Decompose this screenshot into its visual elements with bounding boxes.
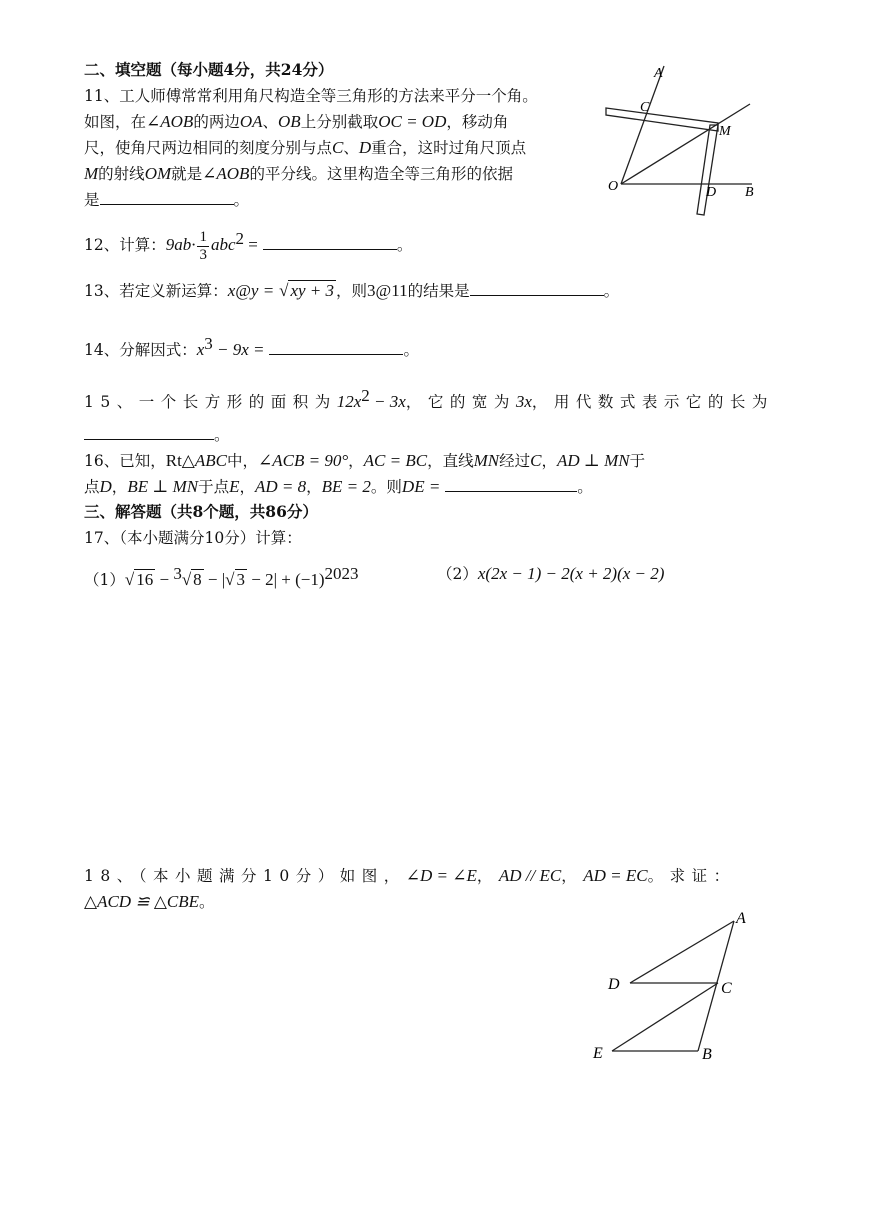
segment-ec (612, 983, 718, 1051)
q17-part2 (437, 561, 664, 587)
math: D (358, 138, 372, 157)
text: ，它的宽为 (405, 393, 516, 412)
label-o: O (608, 179, 619, 194)
text: 于点 (198, 478, 230, 496)
exponent: 3 (204, 334, 213, 353)
root-index: 3 (173, 564, 182, 583)
math: − (203, 570, 222, 590)
text: 、 (343, 139, 359, 157)
text: 14、分解因式： (84, 341, 197, 360)
text: ，直线 (427, 452, 474, 470)
label-b: B (745, 185, 754, 200)
math: 9ab· (165, 235, 196, 255)
math: ∠ACB = 90° (258, 451, 349, 470)
math: AD // EC (498, 866, 562, 885)
math: ∠D = ∠E (405, 866, 477, 885)
q16-line2 (84, 474, 593, 500)
ray-oa (621, 66, 664, 184)
q15-line1 (84, 383, 774, 415)
text: 。 (214, 426, 230, 444)
part-label: （2） (437, 565, 478, 583)
ray-om (621, 104, 750, 184)
text: ， (541, 452, 557, 470)
exponent: 2 (235, 229, 245, 248)
q11-line3 (84, 135, 526, 161)
math: x@y = (227, 281, 275, 300)
math: BE ⊥ MN (127, 477, 199, 496)
text: ， (561, 867, 584, 885)
text: 。 (233, 191, 250, 209)
text: 13、若定义新运算： (84, 282, 228, 300)
q11-line1: 11、工人师傅常常利用角尺构造全等三角形的方法来平分一个角。 (84, 87, 538, 105)
q11-line4 (84, 161, 513, 187)
math: C (530, 451, 542, 470)
text: 是 (84, 191, 100, 209)
math: + (−1) (277, 570, 325, 590)
math: AD = 8 (255, 477, 307, 496)
text: ， (111, 478, 128, 496)
answer-blank[interactable] (269, 339, 403, 355)
text: 。 (577, 478, 593, 496)
text: 。 (396, 236, 413, 255)
text: ， (348, 452, 364, 470)
text: 。求证： (647, 867, 736, 885)
text: 上分别截取 (300, 113, 379, 131)
sqrt-body: xy + 3 (290, 281, 335, 300)
text: 的平分线。这里构造全等三角形的依据 (249, 165, 513, 183)
q14 (84, 331, 419, 363)
math: MN (473, 451, 500, 470)
math: ∠AOB (146, 112, 194, 131)
answer-blank[interactable] (84, 424, 214, 440)
text: 的两边 (193, 113, 240, 131)
q12 (84, 222, 412, 264)
exponent: 2023 (324, 564, 359, 583)
q18-line2 (84, 889, 215, 915)
text: ，则 (336, 282, 368, 300)
math: − 2 (247, 570, 274, 590)
answer-blank[interactable] (263, 234, 397, 250)
label-a: A (654, 66, 663, 81)
answer-blank[interactable] (470, 280, 604, 296)
text: 点 (84, 478, 100, 496)
math: x(2x − 1) − 2(x + 2)(x − 2) (477, 564, 665, 583)
math: ∠AOB (202, 164, 250, 183)
math: − 9x = (212, 340, 265, 360)
math: abc (210, 235, 236, 255)
text: 、 (262, 113, 279, 131)
text: ， (306, 478, 322, 496)
math: M (84, 164, 99, 183)
math: 12x (336, 392, 362, 412)
math: AD ⊥ MN (556, 451, 630, 470)
sqrt-body: 16 (136, 570, 154, 590)
label-b: B (702, 1046, 712, 1063)
math: 3x (515, 392, 532, 412)
math: OC = OD (378, 112, 447, 131)
abs-bar: | (273, 570, 277, 590)
math: − (155, 570, 174, 590)
math: = (244, 235, 258, 255)
answer-blank[interactable] (445, 476, 577, 492)
q18-line1 (84, 863, 736, 889)
q17-title: 17、（本小题满分10分）计算： (84, 529, 302, 547)
text: 经过 (499, 452, 531, 470)
label-c: C (721, 980, 732, 997)
text: 18、（本小题满分10分）如图， (84, 867, 406, 885)
text: ，用代数式表示它的长为 (531, 393, 774, 412)
fraction (197, 229, 209, 264)
text: 。 (403, 341, 419, 360)
label-d: D (608, 976, 620, 993)
text: 。 (603, 282, 620, 300)
text: 中， (226, 452, 258, 470)
text: 于 (629, 452, 646, 470)
segment-da (630, 921, 734, 983)
text: 12、计算： (84, 236, 166, 255)
math: ABC (194, 451, 227, 470)
abs-bar: | (221, 570, 226, 590)
math: Rt△ (165, 451, 195, 470)
sqrt-body: 8 (193, 570, 202, 590)
text: 就是 (171, 165, 203, 183)
math: OB (278, 112, 301, 131)
math: − 3x (369, 392, 406, 412)
math: △ACD ≌ △CBE (84, 892, 199, 911)
math: D (99, 477, 112, 496)
text: 重合，这时过角尺顶点 (371, 139, 527, 157)
denominator: 3 (199, 246, 207, 263)
text: 。则 (370, 478, 402, 496)
q18-triangles-figure (588, 905, 763, 1070)
label-m: M (719, 124, 731, 139)
math: AC = BC (363, 451, 428, 470)
text: ， (239, 478, 255, 496)
text: 15、一个长方形的面积为 (84, 393, 337, 412)
text: 的射线 (98, 165, 145, 183)
sqrt-body: 3 (236, 570, 245, 590)
q11-line5 (84, 187, 249, 213)
math: E (229, 477, 240, 496)
exponent: 2 (361, 386, 370, 405)
text: ， (476, 867, 499, 885)
q16-line1 (84, 448, 645, 474)
text: 16、已知， (84, 452, 166, 470)
math: AD = EC (583, 866, 648, 885)
q13: 13、若定义新运算：x@y = √ xy + 3 ，则3@11的结果是 。 (84, 281, 620, 300)
ruler-arm-1 (606, 108, 718, 131)
part-label: （1） (84, 571, 125, 590)
q11-line2 (84, 109, 508, 135)
section-heading-solutions: 三、解答题（共8个题，共86分） (84, 502, 318, 521)
math: OM (144, 164, 172, 183)
ruler-arm-2 (697, 125, 718, 215)
q15-line2 (84, 422, 230, 448)
label-a: A (736, 910, 746, 927)
label-d: D (706, 185, 717, 200)
q17-part1: （1）√ 16 − $^3$√ 8 − |√ $3 - 2| + (-1)^{2023}$ (84, 564, 359, 590)
math: C (332, 138, 344, 157)
label-e: E (593, 1045, 603, 1062)
math: OA (239, 112, 263, 131)
answer-blank[interactable] (100, 189, 234, 205)
q11-angle-ruler-figure (600, 60, 765, 222)
math: 3@11 (367, 281, 408, 300)
label-c: C (640, 100, 650, 115)
text: 如图，在 (84, 113, 147, 131)
text: 的结果是 (407, 282, 470, 300)
section-heading-fill-in: 二、填空题（每小题4分，共24分） (84, 60, 334, 79)
text: 。 (199, 893, 215, 911)
text: ，移动角 (446, 113, 509, 131)
math: x (196, 340, 205, 360)
math: DE = (401, 477, 441, 496)
numerator: 1 (199, 228, 207, 245)
text: 尺，使角尺两边相同的刻度分别与点 (84, 139, 333, 157)
math: BE = 2 (321, 477, 371, 496)
